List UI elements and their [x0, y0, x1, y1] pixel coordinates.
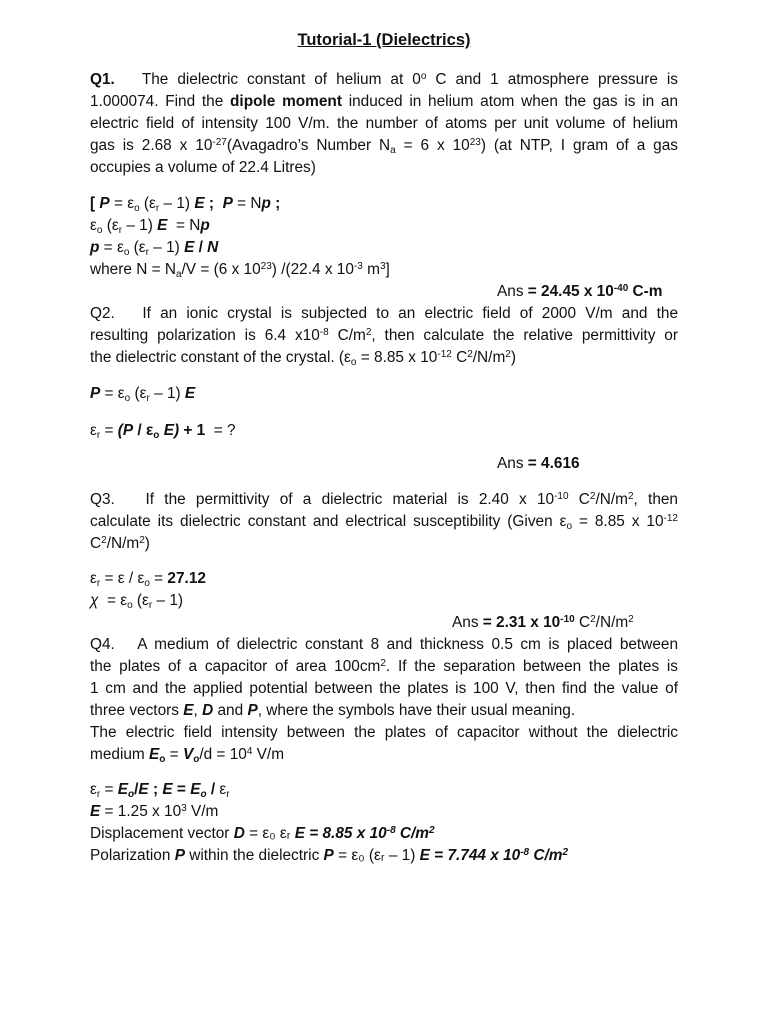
q1-line-4 — [90, 135, 678, 157]
subscript: a — [390, 145, 396, 156]
q3-line-2 — [90, 511, 678, 533]
subscript: o — [193, 754, 200, 765]
q4-text: , where the symbols have their usual meaning. — [257, 702, 576, 719]
exponent: 3 — [181, 803, 187, 814]
q4-text: the plates of a capacitor of area 100cm — [90, 658, 381, 675]
q2-text: C — [451, 349, 468, 366]
q1-text: gas is 2.68 x 10 — [90, 137, 213, 154]
exponent: -8 — [520, 847, 530, 858]
q2-answer — [497, 453, 580, 475]
q2-solution-1: $P = \varepsilon_o$ $(\varepsilon_r - 1)$ E — [90, 385, 196, 404]
q4-text: V/m — [186, 803, 219, 820]
q2-text: If an ionic crystal is subjected to an electric field of 2000 V/m and the — [142, 305, 679, 322]
answer-unit: C — [574, 614, 591, 631]
q2-text: C/m — [328, 327, 366, 344]
q4-text: and — [213, 702, 248, 719]
q1-text: 1.000074. Find the — [90, 93, 231, 110]
q3-answer — [452, 612, 634, 634]
polarization-unit: C/m — [529, 847, 563, 864]
q1-text: The dielectric constant of helium at 0 — [141, 71, 421, 88]
q4-text: Polarization — [90, 847, 175, 864]
q1-label: Q1. — [90, 71, 115, 88]
q3-line-3 — [90, 533, 150, 555]
q2-text: the dielectric constant of the crystal. (ε — [90, 349, 351, 366]
subscript: o — [566, 521, 572, 532]
exponent: 23 — [469, 137, 481, 148]
q3-text: If the permittivity of a dielectric material is 2.40 x 10 — [145, 491, 555, 508]
q3-text: C — [90, 535, 102, 552]
exponent: 2 — [562, 847, 569, 858]
q1-line-3: electric field of intensity 100 V/m. the number of atoms per unit volume of helium — [90, 115, 678, 132]
q2-line-1 — [90, 303, 678, 325]
q4-line-5: The electric field intensity between the plates of capacitor without the dielectric — [90, 724, 678, 741]
exponent: -12 — [663, 513, 678, 524]
q3-label: Q3. — [90, 491, 115, 508]
q4-line-4 — [90, 700, 575, 722]
voltage-v: V — [182, 746, 194, 763]
answer-unit: /N/m — [595, 614, 629, 631]
answer-prefix: Ans — [497, 455, 528, 472]
dipole-moment-term: dipole moment — [230, 93, 342, 110]
exponent: 2 — [589, 491, 596, 502]
q4-solution-1: $\varepsilon_r = E_o/E$ ; $E = E_o / \varepsilon_r$ — [90, 781, 230, 800]
vector-d: D — [202, 702, 214, 719]
q3-text: /N/m — [595, 491, 628, 508]
q4-text: . If the separation between the plates is — [385, 658, 678, 675]
q4-text: three vectors — [90, 702, 184, 719]
q4-text: = ε₀ (εᵣ – 1) — [333, 847, 420, 864]
q4-text: A medium of dielectric constant 8 and thickness 0.5 cm is placed between — [137, 636, 679, 653]
answer-prefix: Ans — [497, 283, 528, 300]
q3-line-1 — [90, 489, 678, 511]
exponent: -8 — [386, 825, 396, 836]
polarization-value: E = 7.744 x 10 — [419, 847, 521, 864]
vector-e: E — [90, 803, 101, 820]
q4-label: Q4. — [90, 636, 115, 653]
q3-text: /N/m — [106, 535, 140, 552]
q2-line-3 — [90, 347, 516, 369]
vector-e: E — [183, 702, 194, 719]
answer-value: = 24.45 x 10 — [527, 283, 614, 300]
q1-line-2 — [90, 91, 678, 113]
q1-text: (Avagadro’s Number N — [226, 137, 391, 154]
q1-solution-4: where $N = N_a/V = (6$ x $10^{23}$) /(22.4 x $10^{-3}$ $m^3$] — [90, 261, 390, 280]
answer-prefix: Ans — [452, 614, 483, 631]
exponent: 2 — [429, 825, 435, 836]
q4-line-6 — [90, 744, 284, 766]
q4-text: = 1.25 x 10 — [100, 803, 182, 820]
exponent: -40 — [613, 283, 629, 294]
q3-text: C — [568, 491, 590, 508]
q3-text: calculate its dielectric constant and electrical susceptibility (Given ε — [90, 513, 567, 530]
exponent: -10 — [554, 491, 569, 502]
q2-text: = 8.85 x 10 — [356, 349, 438, 366]
page-title: Tutorial-1 (Dielectrics) — [297, 31, 471, 49]
dielectric-constant-value: 27.12 — [167, 570, 206, 587]
q2-text: /N/m — [472, 349, 506, 366]
degree-sup: o — [420, 71, 427, 82]
exponent: 2 — [139, 535, 145, 546]
exponent: 2 — [627, 491, 634, 502]
q4-text: /d = 10 — [199, 746, 247, 763]
q1-text: C and 1 atmosphere pressure is — [435, 71, 678, 88]
exponent: 2 — [380, 658, 386, 669]
q4-text: = ε₀ εᵣ — [244, 825, 295, 842]
q1-answer — [497, 281, 662, 303]
exponent: 2 — [590, 614, 596, 625]
exponent: 2 — [467, 349, 473, 360]
q2-text: resulting polarization is 6.4 x10 — [90, 327, 320, 344]
q3-solution-1: $\varepsilon_r = \varepsilon / \varepsilon_o = 27.12$ — [90, 570, 206, 589]
exponent: 2 — [101, 535, 107, 546]
q4-text: medium — [90, 746, 150, 763]
q3-solution-2: $\chi = \varepsilon_o$ $(\varepsilon_r - 1)$ — [90, 592, 184, 611]
q3-text: , then — [633, 491, 678, 508]
displacement-value: E = 8.85 x 10 — [294, 825, 387, 842]
q4-solution-2 — [90, 801, 218, 823]
q2-line-2 — [90, 325, 678, 347]
answer-value: = 4.616 — [527, 455, 580, 472]
vector-e: E — [149, 746, 160, 763]
q4-text: = — [165, 746, 183, 763]
exponent: -8 — [319, 327, 329, 338]
q4-line-1 — [90, 634, 678, 656]
exponent: -10 — [560, 614, 575, 625]
exponent: 4 — [246, 746, 253, 757]
displacement-unit: C/m — [395, 825, 429, 842]
exponent: 2 — [365, 327, 372, 338]
q1-solution-3: $p = \varepsilon_o$ $(\varepsilon_r - 1)$ E / N — [90, 239, 219, 258]
q1-text: induced in helium atom when the gas is in an — [341, 93, 679, 110]
q3-text: ) — [144, 535, 150, 552]
q3-text: = 8.85 x 10 — [572, 513, 664, 530]
answer-value: = 2.31 x 10 — [482, 614, 561, 631]
q1-text: ) (at NTP, I gram of a gas — [480, 137, 678, 154]
q4-text: , — [193, 702, 203, 719]
q2-label: Q2. — [90, 305, 115, 322]
exponent: 2 — [505, 349, 511, 360]
q4-line-2 — [90, 656, 678, 678]
exponent: 2 — [628, 614, 634, 625]
q2-solution-2: $\varepsilon_r = (P / \varepsilon_o$ E) + 1 = ? — [90, 422, 236, 441]
q1-solution-2: $\varepsilon_o$ $(\varepsilon_r - 1) E = Np$ — [90, 217, 210, 236]
q1-line-5: occupies a volume of 22.4 Litres) — [90, 159, 316, 176]
q2-text: ) — [510, 349, 516, 366]
q1-solution-1: [ $P = \varepsilon_o$ $(\varepsilon_r - 1)$ E ; P = Np ; — [90, 195, 281, 214]
vector-p: P — [174, 847, 185, 864]
vector-p: P — [323, 847, 334, 864]
vector-d: D — [233, 825, 245, 842]
q2-text: , then calculate the relative permittivity or — [371, 327, 678, 344]
subscript: o — [350, 357, 357, 368]
q4-text: V/m — [252, 746, 285, 763]
vector-p: P — [247, 702, 258, 719]
q1-text: = 6 x 10 — [395, 137, 470, 154]
exponent: -12 — [437, 349, 452, 360]
subscript: o — [159, 754, 166, 765]
q4-text: Displacement vector — [90, 825, 234, 842]
q1-line-1 — [90, 69, 678, 91]
q4-text: within the dielectric — [184, 847, 324, 864]
exponent: -27 — [212, 137, 227, 148]
answer-unit: C-m — [628, 283, 663, 300]
q4-line-3: 1 cm and the applied potential between the plates is 100 V, then find the value of — [90, 680, 678, 697]
q4-solution-4 — [90, 845, 568, 867]
q4-solution-3 — [90, 823, 435, 845]
